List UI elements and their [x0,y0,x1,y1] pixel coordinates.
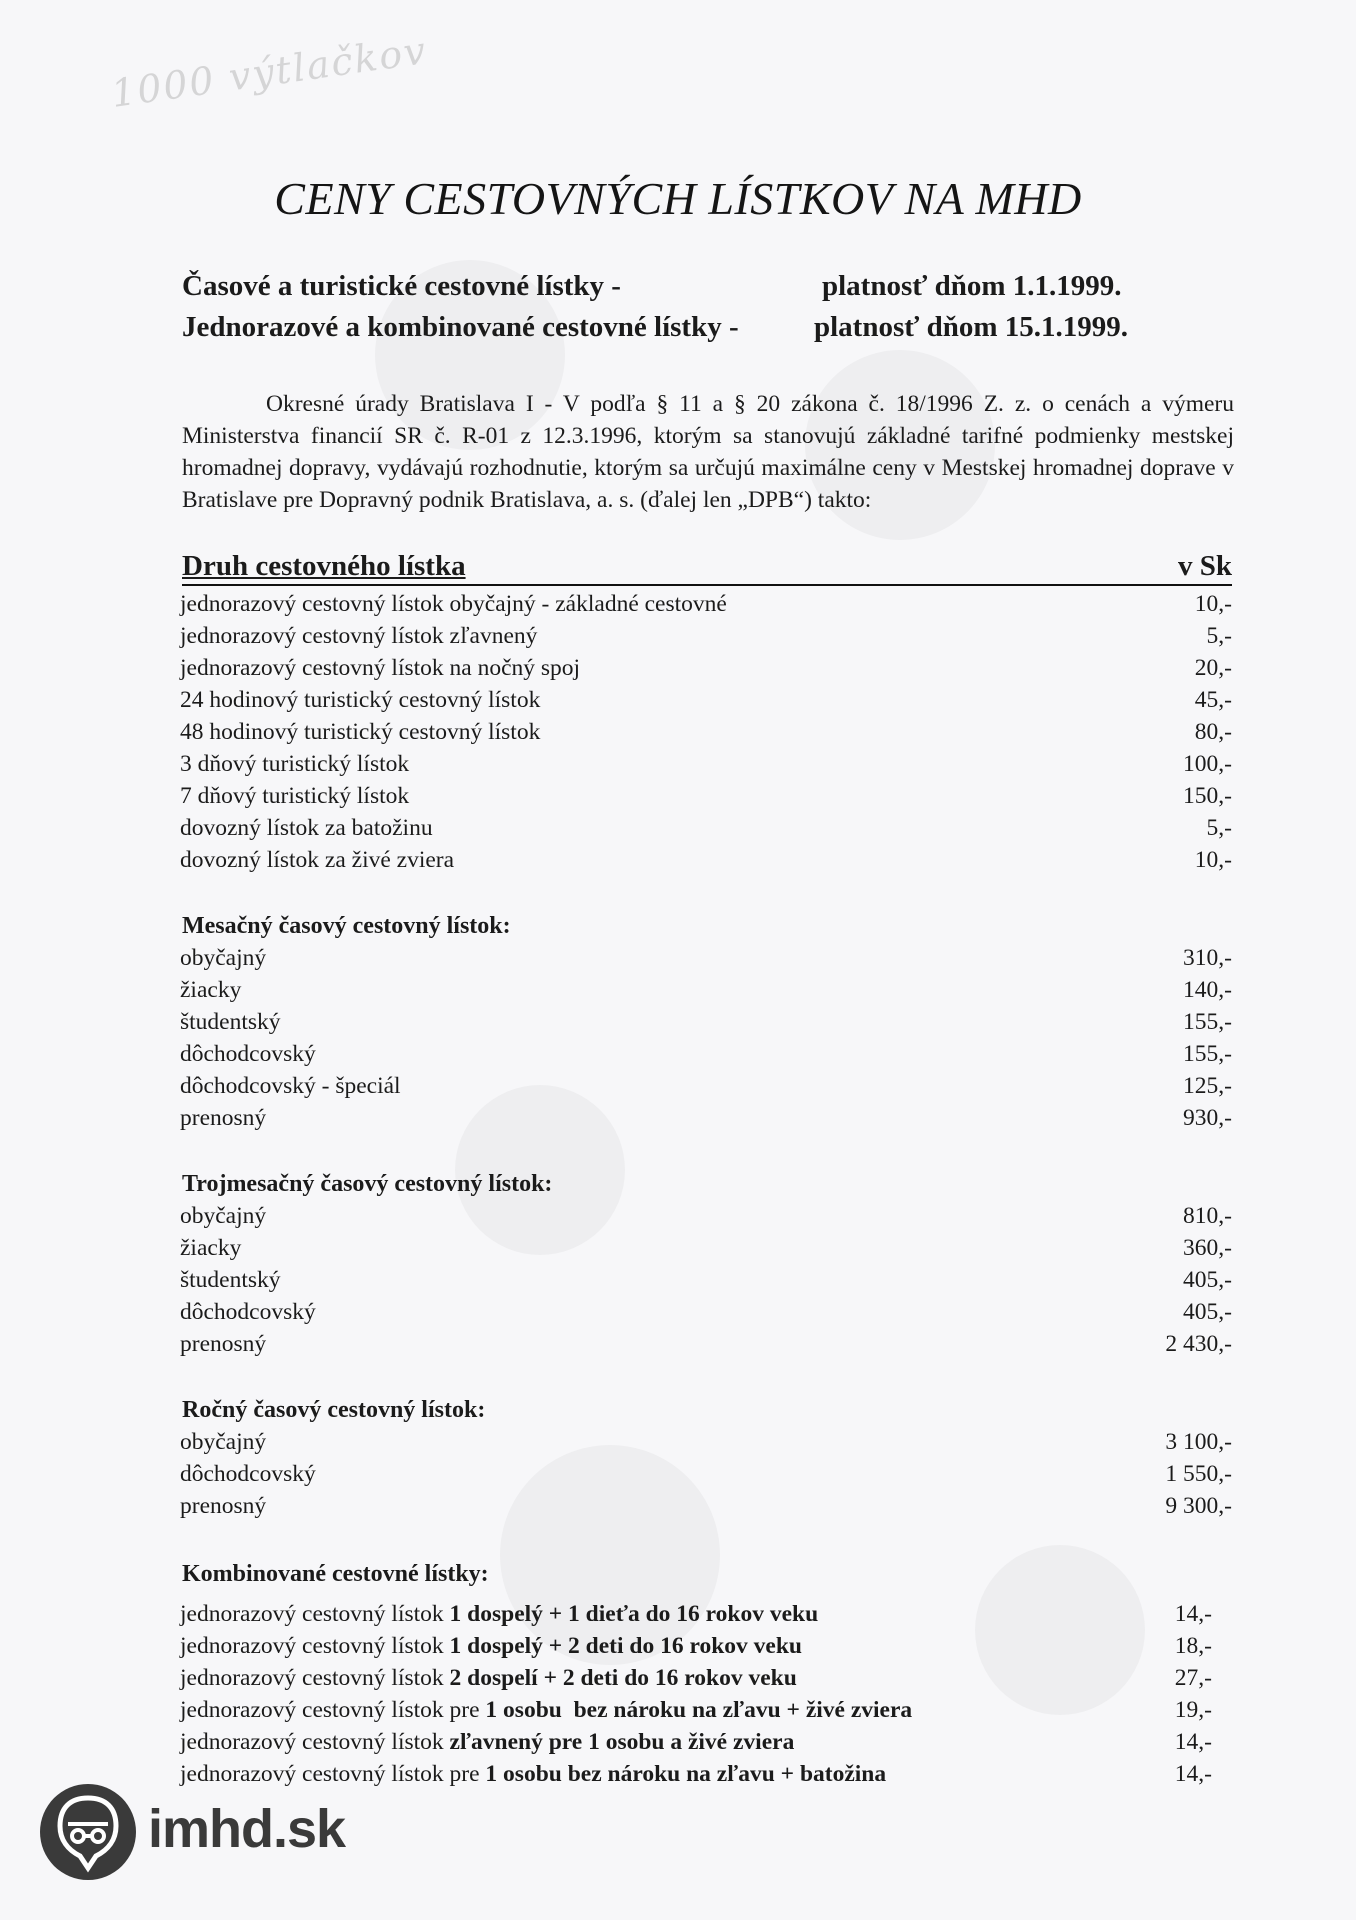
ticket-name: obyčajný [180,1429,267,1455]
intro-paragraph: Okresné úrady Bratislava I - V podľa § 11 a § 20 zákona č. 18/1996 Z. z. o cenách a výmeru Ministerstva financií SR č. R-01 z 12.3.1996, ktorým sa stanovujú základné tarifné podmienky mestskej hromadnej dopravy, vydávajú rozhodnutie, ktorým sa určujú maximálne ceny v Mestskej hromadnej doprave v Bratislave pre Dopravný podnik Bratislava, a. s. (ďalej len „DPB“) takto: [182,391,1234,513]
ticket-price: 27,- [1174,1665,1212,1691]
ticket-price: 14,- [1174,1601,1212,1627]
bus-face-icon [40,1784,136,1880]
ticket-name: jednorazový cestovný lístok na nočný spoj [180,655,581,681]
ticket-name: študentský [180,1009,281,1035]
ticket-name-detail: 1 dospelý + 1 dieťa do 16 rokov veku [449,1601,819,1627]
ticket-name [180,1662,797,1694]
ticket-name-prefix: jednorazový cestovný lístok [180,1665,444,1691]
price-row [180,684,1232,716]
ticket-price: 405,- [1183,1299,1232,1325]
ticket-price: 3 100,- [1165,1429,1232,1455]
header-ticket-type: Druh cestovného lístka [182,550,466,582]
ticket-name: študentský [180,1267,281,1293]
ticket-name-detail: 1 osobu bez nároku na zľavu + živé zviera [485,1697,913,1723]
ticket-name [180,1726,794,1758]
ticket-price: 360,- [1183,1235,1232,1261]
validity-label: Časové a turistické cestovné lístky - [182,270,621,302]
ticket-price: 2 430,- [1165,1331,1232,1357]
ticket-price: 100,- [1183,751,1232,777]
ticket-name: prenosný [180,1493,267,1519]
ticket-price: 19,- [1174,1697,1212,1723]
ticket-name: obyčajný [180,945,267,971]
price-row [180,1102,1232,1134]
ticket-name [180,1598,818,1630]
validity-value: platnosť dňom 1.1.1999. [822,270,1122,302]
ticket-name: dôchodcovský - špeciál [180,1073,401,1099]
ticket-name: 24 hodinový turistický cestovný lístok [180,687,541,713]
ticket-name-prefix: jednorazový cestovný lístok pre [180,1761,480,1787]
price-row [180,1200,1232,1232]
ticket-price: 9 300,- [1165,1493,1232,1519]
ticket-price: 10,- [1194,591,1232,617]
price-row [180,1694,1212,1726]
price-row [180,1006,1232,1038]
ticket-name-prefix: jednorazový cestovný lístok [180,1601,444,1627]
price-row [180,716,1232,748]
ticket-name: žiacky [180,977,242,1003]
section-title: Mesačný časový cestovný lístok: [182,913,511,939]
ticket-price: 810,- [1183,1203,1232,1229]
price-row [180,1630,1212,1662]
ticket-name [180,1694,912,1726]
ticket-name-detail: 1 osobu bez nároku na zľavu + batožina [485,1761,887,1787]
price-row [180,620,1232,652]
ticket-price: 45,- [1194,687,1232,713]
ticket-name: prenosný [180,1331,267,1357]
ticket-price: 125,- [1183,1073,1232,1099]
price-row [180,1426,1232,1458]
price-row [180,1232,1232,1264]
price-row [180,780,1232,812]
ticket-name: 7 dňový turistický lístok [180,783,410,809]
price-row [180,942,1232,974]
ticket-price: 5,- [1206,623,1232,649]
handwritten-note: 1000 výtlačkov [108,28,430,116]
price-row [180,588,1232,620]
imhd-logo[interactable] [40,1784,346,1880]
ticket-price: 405,- [1183,1267,1232,1293]
ticket-name-prefix: jednorazový cestovný lístok [180,1729,444,1755]
ticket-price: 14,- [1174,1729,1212,1755]
brand-name: imhd.sk [148,1799,346,1859]
section-title: Trojmesačný časový cestovný lístok: [182,1171,553,1197]
price-row [180,844,1232,876]
ticket-name: žiacky [180,1235,242,1261]
ticket-price: 20,- [1194,655,1232,681]
ticket-name: jednorazový cestovný lístok obyčajný - základné cestovné [180,591,727,617]
ticket-price: 930,- [1183,1105,1232,1131]
price-row [180,1726,1212,1758]
ticket-name: obyčajný [180,1203,267,1229]
price-row [180,1070,1232,1102]
ticket-name: jednorazový cestovný lístok zľavnený [180,623,538,649]
ticket-name-detail: zľavnený pre 1 osobu a živé zviera [449,1729,795,1755]
ticket-name [180,1630,802,1662]
ticket-price: 155,- [1183,1041,1232,1067]
validity-label: Jednorazové a kombinované cestovné lístky - [182,311,739,343]
header-currency: v Sk [1177,550,1232,582]
ticket-price: 1 550,- [1165,1461,1232,1487]
price-row [180,652,1232,684]
price-row [180,1296,1232,1328]
validity-value: platnosť dňom 15.1.1999. [814,311,1129,343]
ticket-name-prefix: jednorazový cestovný lístok [180,1633,444,1659]
ticket-name: 48 hodinový turistický cestovný lístok [180,719,541,745]
price-row [180,812,1232,844]
ticket-price: 5,- [1206,815,1232,841]
ticket-price: 150,- [1183,783,1232,809]
ticket-name-prefix: jednorazový cestovný lístok pre [180,1697,480,1723]
ticket-name: dôchodcovský [180,1299,316,1325]
table-header [182,550,1232,586]
price-row [180,748,1232,780]
ticket-price: 18,- [1174,1633,1212,1659]
price-row [180,1038,1232,1070]
ticket-name: 3 dňový turistický lístok [180,751,410,777]
bus-face-icon-svg [40,1784,136,1880]
page-title: CENY CESTOVNÝCH LÍSTKOV NA MHD [274,173,1082,224]
price-row [180,974,1232,1006]
ticket-price: 80,- [1194,719,1232,745]
ticket-name: dovozný lístok za živé zviera [180,847,455,873]
section-title: Ročný časový cestovný lístok: [182,1397,486,1423]
ticket-price: 310,- [1183,945,1232,971]
price-row [180,1490,1232,1522]
price-row [180,1328,1232,1360]
section-title: Kombinované cestovné lístky: [182,1561,489,1587]
ticket-name: prenosný [180,1105,267,1131]
ticket-price: 155,- [1183,1009,1232,1035]
ticket-name: dovozný lístok za batožinu [180,815,433,841]
price-row [180,1662,1212,1694]
ticket-name: dôchodcovský [180,1461,316,1487]
ticket-price: 10,- [1194,847,1232,873]
ticket-name-detail: 1 dospelý + 2 deti do 16 rokov veku [449,1633,803,1659]
price-row [180,1458,1232,1490]
ticket-price: 140,- [1183,977,1232,1003]
price-row [180,1598,1212,1630]
ticket-name-detail: 2 dospelí + 2 deti do 16 rokov veku [449,1665,797,1691]
ticket-name: dôchodcovský [180,1041,316,1067]
ticket-price: 14,- [1174,1761,1212,1787]
price-row [180,1264,1232,1296]
